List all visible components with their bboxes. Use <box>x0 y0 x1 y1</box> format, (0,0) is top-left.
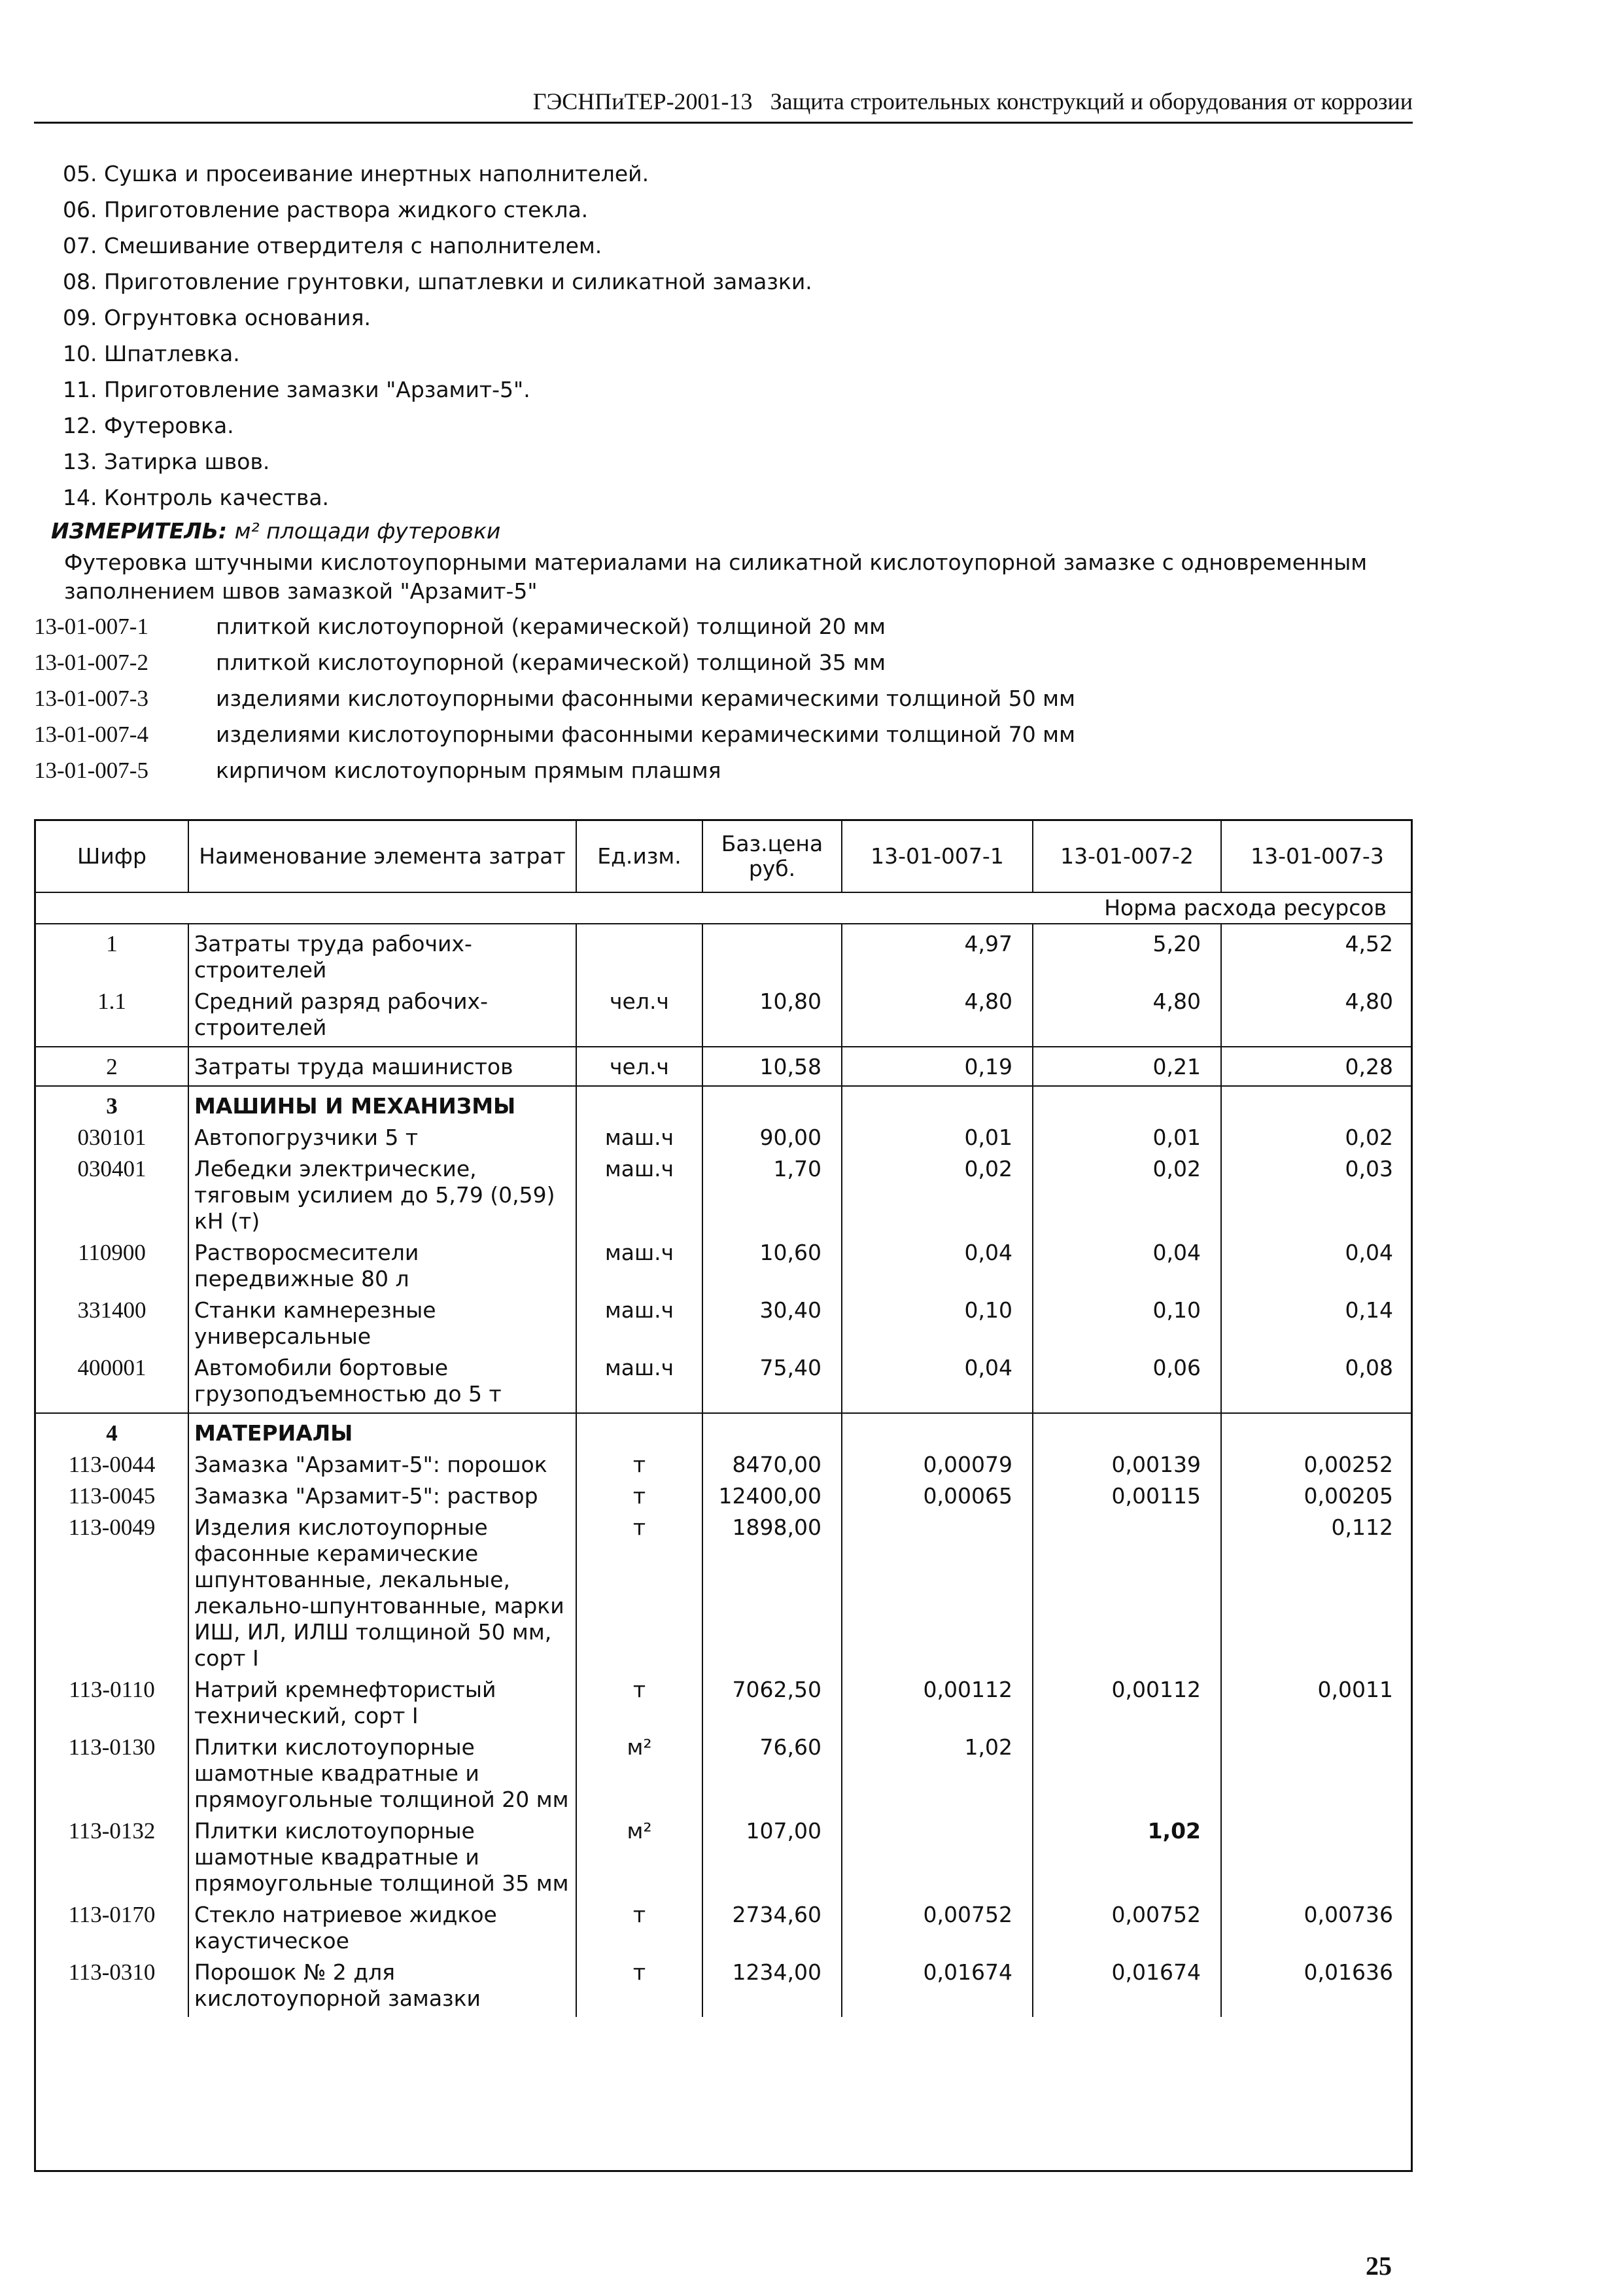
column-header: 13-01-007-3 <box>1221 821 1413 892</box>
list-item: 07. Смешивание отвердителя с наполнителем. <box>63 233 602 258</box>
column-header: Баз.цена руб. <box>702 821 842 892</box>
cell-code: 113-0132 <box>36 1818 188 1902</box>
cell-norm-1: 0,04 <box>842 1355 1033 1413</box>
cell-price: 90,00 <box>702 1125 842 1156</box>
cell-norm-3: 0,00736 <box>1304 1902 1393 1927</box>
header-code: ГЭСНПиТЕР-2001-13 <box>532 88 753 114</box>
cell-price: 1,70 <box>702 1156 842 1240</box>
cell-norm-2 <box>1033 1734 1221 1818</box>
cell-unit: чел.ч <box>576 1047 702 1086</box>
cell-price: 76,60 <box>702 1734 842 1818</box>
cell-code: 030401 <box>36 1156 188 1240</box>
variants-list <box>34 608 1075 788</box>
variant-item <box>34 752 1075 788</box>
cell-norm-2 <box>1033 1413 1221 1452</box>
measure-line <box>51 518 500 544</box>
cell-norm-1: 0,04 <box>842 1240 1033 1297</box>
cell-norm-1: 0,00065 <box>842 1483 1033 1515</box>
norma-row <box>36 892 1413 924</box>
list-item: 11. Приготовление замазки "Арзамит-5". <box>63 377 530 402</box>
cell-code: 113-0044 <box>36 1452 188 1483</box>
table-row <box>36 1818 1413 1902</box>
cell-norm-2: 0,00752 <box>1033 1902 1221 1959</box>
table-row <box>36 1677 1413 1734</box>
cell-code: 1 <box>36 924 188 989</box>
cell-norm-2: 0,00112 <box>1033 1677 1221 1734</box>
running-header <box>366 88 1413 115</box>
cell-unit: т <box>576 1959 702 2017</box>
cell-norm-1: 1,02 <box>842 1734 1033 1818</box>
cell-code: 113-0310 <box>36 1959 188 2017</box>
cell-norm-3: 0,04 <box>1345 1240 1393 1265</box>
cell-unit: т <box>576 1483 702 1515</box>
header-title: Защита строительных конструкций и оборудования от коррозии <box>770 88 1413 114</box>
cell-norm-3: 0,112 <box>1331 1515 1393 1540</box>
cell-name: Плитки кислотоупорные шамотные квадратные и прямоугольные толщиной 35 мм <box>188 1818 576 1902</box>
cell-unit: м² <box>576 1734 702 1818</box>
column-header: Наименование элемента затрат <box>188 821 576 892</box>
cell-price: 75,40 <box>702 1355 842 1413</box>
cell-norm-2: 0,06 <box>1033 1355 1221 1413</box>
table-row <box>36 1734 1413 1818</box>
cell-code: 3 <box>36 1086 188 1125</box>
cell-unit: т <box>576 1452 702 1483</box>
cell-code: 113-0170 <box>36 1902 188 1959</box>
cell-norm-3: 0,28 <box>1221 1047 1413 1086</box>
cell-price: 1234,00 <box>702 1959 842 2017</box>
variant-text: плиткой кислотоупорной (керамической) толщиной 35 мм <box>216 650 886 675</box>
variant-code: 13-01-007-1 <box>34 614 148 639</box>
cell-norm-2 <box>1033 1515 1221 1677</box>
cell-name: Затраты труда рабочих-строителей <box>188 924 576 989</box>
cell-code: 331400 <box>36 1297 188 1355</box>
variant-code: 13-01-007-4 <box>34 722 148 747</box>
cell-norm-3 <box>1221 1086 1413 1125</box>
table-row <box>36 1902 1413 1959</box>
table-row <box>36 1355 1413 1413</box>
cell-norm-1: 4,80 <box>842 989 1033 1047</box>
cell-unit: маш.ч <box>576 1355 702 1413</box>
cell-norm-3 <box>1221 1818 1413 1902</box>
cell-norm-1: 0,00079 <box>842 1452 1033 1483</box>
cell-norm-2 <box>1033 1086 1221 1125</box>
cell-name: Затраты труда машинистов <box>188 1047 576 1086</box>
table-row <box>36 1452 1413 1483</box>
variant-code: 13-01-007-3 <box>34 686 148 711</box>
cell-norm-1: 0,01 <box>842 1125 1033 1156</box>
column-header: 13-01-007-2 <box>1033 821 1221 892</box>
section-row <box>36 1086 1413 1125</box>
cell-price: 107,00 <box>702 1818 842 1902</box>
cell-price: 10,58 <box>702 1047 842 1086</box>
norma-label: Норма расхода ресурсов <box>36 892 1413 924</box>
cell-unit <box>576 924 702 989</box>
table-header-row <box>36 821 1413 892</box>
cell-norm-3 <box>1221 1413 1413 1452</box>
cell-norm-1: 0,02 <box>842 1156 1033 1240</box>
variant-text: плиткой кислотоупорной (керамической) толщиной 20 мм <box>216 614 886 639</box>
cell-norm-2: 0,01674 <box>1033 1959 1221 2017</box>
cell-name: МАШИНЫ И МЕХАНИЗМЫ <box>188 1086 576 1125</box>
cell-price: 2734,60 <box>702 1902 842 1959</box>
cell-name: Порошок № 2 для кислотоупорной замазки <box>188 1959 576 2017</box>
cell-norm-3: 0,01636 <box>1304 1959 1393 1985</box>
cell-norm-3: 4,80 <box>1345 989 1393 1014</box>
table-row <box>36 1047 1413 1086</box>
cell-price: 30,40 <box>702 1297 842 1355</box>
cell-norm-3: 0,08 <box>1345 1355 1393 1380</box>
cell-norm-3: 0,0011 <box>1317 1677 1393 1702</box>
list-item: 13. Затирка швов. <box>63 449 270 474</box>
variant-text: кирпичом кислотоупорным прямым плашмя <box>216 758 721 783</box>
cell-name: Автомобили бортовые грузоподъемностью до 5 т <box>188 1355 576 1413</box>
cell-unit: маш.ч <box>576 1240 702 1297</box>
cell-unit: маш.ч <box>576 1297 702 1355</box>
cell-code: 400001 <box>36 1355 188 1413</box>
cell-norm-2: 0,04 <box>1033 1240 1221 1297</box>
list-item: 12. Футеровка. <box>63 413 234 438</box>
cell-unit <box>576 1086 702 1125</box>
cell-price: 1898,00 <box>702 1515 842 1677</box>
cell-price <box>702 924 842 989</box>
cell-norm-3: 0,02 <box>1345 1125 1393 1150</box>
cell-norm-2: 1,02 <box>1033 1818 1221 1902</box>
cell-code: 113-0130 <box>36 1734 188 1818</box>
list-item: 09. Огрунтовка основания. <box>63 305 371 330</box>
measure-label: ИЗМЕРИТЕЛЬ: <box>51 518 228 544</box>
table-row <box>36 1515 1413 1677</box>
cell-norm-1: 4,97 <box>842 924 1033 989</box>
cell-name: Автопогрузчики 5 т <box>188 1125 576 1156</box>
column-header: 13-01-007-1 <box>842 821 1033 892</box>
cell-norm-2: 0,21 <box>1033 1047 1221 1086</box>
variant-text: изделиями кислотоупорными фасонными керамическими толщиной 50 мм <box>216 686 1075 711</box>
column-header: Шифр <box>36 821 188 892</box>
variant-code: 13-01-007-5 <box>34 758 148 783</box>
cell-price: 7062,50 <box>702 1677 842 1734</box>
cell-code: 110900 <box>36 1240 188 1297</box>
cell-name: Растворосмесители передвижные 80 л <box>188 1240 576 1297</box>
list-item: 08. Приготовление грунтовки, шпатлевки и силикатной замазки. <box>63 269 812 294</box>
variant-text: изделиями кислотоупорными фасонными керамическими толщиной 70 мм <box>216 722 1075 747</box>
table-row <box>36 1240 1413 1297</box>
cell-code: 113-0045 <box>36 1483 188 1515</box>
cell-norm-2: 4,80 <box>1033 989 1221 1047</box>
list-item: 06. Приготовление раствора жидкого стекла. <box>63 197 589 222</box>
variant-item <box>34 608 1075 644</box>
column-header: Ед.изм. <box>576 821 702 892</box>
measure-value: м² площади футеровки <box>234 518 501 544</box>
table-row <box>36 1959 1413 2017</box>
table-row <box>36 924 1413 989</box>
cell-unit: маш.ч <box>576 1156 702 1240</box>
cell-norm-2: 0,01 <box>1033 1125 1221 1156</box>
list-item: 05. Сушка и просеивание инертных наполнителей. <box>63 161 649 186</box>
cell-name: Стекло натриевое жидкое каустическое <box>188 1902 576 1959</box>
cell-norm-1: 0,00112 <box>842 1677 1033 1734</box>
cell-price: 8470,00 <box>702 1452 842 1483</box>
header-rule <box>34 122 1413 124</box>
cell-norm-1 <box>842 1515 1033 1677</box>
cell-name: Средний разряд рабочих-строителей <box>188 989 576 1047</box>
page-number: 25 <box>1366 2251 1392 2281</box>
cell-name: Замазка "Арзамит-5": раствор <box>188 1483 576 1515</box>
cell-norm-2: 0,02 <box>1033 1156 1221 1240</box>
cell-code: 2 <box>36 1047 188 1086</box>
variant-item <box>34 680 1075 716</box>
section-row <box>36 1413 1413 1452</box>
table-row <box>36 1156 1413 1240</box>
cell-norm-3: 0,00205 <box>1304 1483 1393 1509</box>
cell-norm-2: 0,00115 <box>1033 1483 1221 1515</box>
variant-item <box>34 644 1075 680</box>
cell-norm-1: 0,00752 <box>842 1902 1033 1959</box>
cell-norm-1 <box>842 1818 1033 1902</box>
cell-norm-3: 0,03 <box>1345 1156 1393 1182</box>
variant-code: 13-01-007-2 <box>34 650 148 675</box>
cell-norm-2: 0,10 <box>1033 1297 1221 1355</box>
cell-name: Изделия кислотоупорные фасонные керамические шпунтованные, лекальные, лекально-шпунтованные, марки ИШ, ИЛ, ИЛШ толщиной 50 мм, сорт I <box>188 1515 576 1677</box>
list-item: 10. Шпатлевка. <box>63 341 240 366</box>
cell-unit: т <box>576 1902 702 1959</box>
cell-norm-1 <box>842 1086 1033 1125</box>
cell-name: МАТЕРИАЛЫ <box>188 1413 576 1452</box>
cell-unit: м² <box>576 1818 702 1902</box>
cell-price <box>702 1413 842 1452</box>
cell-norm-3: 0,14 <box>1345 1297 1393 1323</box>
cell-code: 1.1 <box>36 989 188 1047</box>
table-row <box>36 1125 1413 1156</box>
cell-code: 113-0049 <box>36 1515 188 1677</box>
table-row <box>36 1297 1413 1355</box>
cell-norm-2: 0,00139 <box>1033 1452 1221 1483</box>
cell-unit: т <box>576 1515 702 1677</box>
cell-norm-1 <box>842 1413 1033 1452</box>
cell-code: 4 <box>36 1413 188 1452</box>
list-item: 14. Контроль качества. <box>63 485 330 510</box>
cell-code: 113-0110 <box>36 1677 188 1734</box>
resource-table <box>34 819 1413 2172</box>
cell-name: Лебедки электрические, тяговым усилием до 5,79 (0,59) кН (т) <box>188 1156 576 1240</box>
cell-unit: чел.ч <box>576 989 702 1047</box>
cell-name: Замазка "Арзамит-5": порошок <box>188 1452 576 1483</box>
intro-text: Футеровка штучными кислотоупорными материалами на силикатной кислотоупорной замазке с одновременным заполнением швов замазкой "Арзамит-5" <box>64 550 1368 604</box>
cell-norm-3 <box>1221 1734 1413 1818</box>
table-row <box>36 989 1413 1047</box>
table-row <box>36 1483 1413 1515</box>
cell-code: 030101 <box>36 1125 188 1156</box>
cell-price <box>702 1086 842 1125</box>
cell-name: Плитки кислотоупорные шамотные квадратные и прямоугольные толщиной 20 мм <box>188 1734 576 1818</box>
variant-item <box>34 716 1075 752</box>
cell-price: 12400,00 <box>702 1483 842 1515</box>
cell-name: Натрий кремнефтористый технический, сорт I <box>188 1677 576 1734</box>
cell-norm-1: 0,10 <box>842 1297 1033 1355</box>
cell-price: 10,60 <box>702 1240 842 1297</box>
cell-norm-3: 4,52 <box>1345 931 1393 956</box>
cell-norm-2: 5,20 <box>1033 924 1221 989</box>
cell-name: Станки камнерезные универсальные <box>188 1297 576 1355</box>
cell-norm-1: 0,01674 <box>842 1959 1033 2017</box>
cell-price: 10,80 <box>702 989 842 1047</box>
cell-norm-1: 0,19 <box>842 1047 1033 1086</box>
cell-norm-3: 0,00252 <box>1304 1452 1393 1477</box>
cell-unit: маш.ч <box>576 1125 702 1156</box>
work-items-list <box>63 156 812 516</box>
cell-unit: т <box>576 1677 702 1734</box>
cell-unit <box>576 1413 702 1452</box>
